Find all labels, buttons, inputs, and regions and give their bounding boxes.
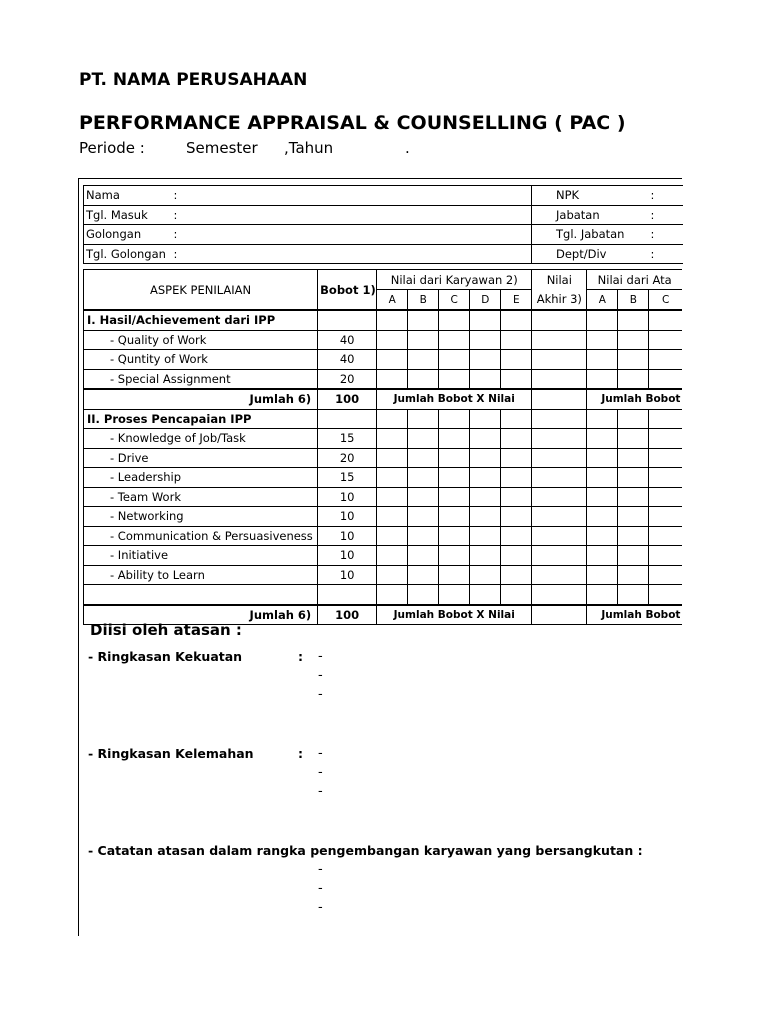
jumlah-formula: Jumlah Bobot X Nilai	[377, 389, 532, 409]
score-cell[interactable]	[501, 487, 532, 507]
final-score-cell[interactable]	[532, 565, 587, 585]
section-title: II. Proses Pencapaian IPP	[84, 409, 318, 429]
score-cell[interactable]	[649, 546, 682, 566]
period-end: .	[405, 139, 410, 157]
employee-info-table	[83, 185, 683, 264]
table-row	[84, 468, 683, 488]
score-cell[interactable]	[587, 526, 618, 546]
info-label: Tgl. Golongan	[84, 244, 172, 264]
score-cell[interactable]	[470, 565, 501, 585]
score-cell[interactable]	[587, 429, 618, 449]
nilai-karyawan-header: Nilai dari Karyawan 2)	[377, 270, 532, 290]
info-label: Nama	[84, 186, 172, 206]
bobot-header: Bobot 1)	[318, 270, 377, 311]
catatan-line-1[interactable]: -	[318, 862, 323, 877]
final-score-cell[interactable]	[532, 487, 587, 507]
score-cell[interactable]	[439, 507, 470, 527]
final-score-cell[interactable]	[532, 350, 587, 370]
info-label: Dept/Div	[532, 244, 626, 264]
score-cell[interactable]	[408, 565, 439, 585]
score-cell[interactable]	[501, 429, 532, 449]
score-cell[interactable]	[377, 330, 408, 350]
score-cell[interactable]	[618, 330, 649, 350]
score-cell[interactable]	[439, 468, 470, 488]
aspect-name: - Initiative	[84, 546, 318, 566]
score-cell[interactable]	[439, 350, 470, 370]
aspect-name: - Communication & Persuasiveness	[84, 526, 318, 546]
score-cell[interactable]	[649, 448, 682, 468]
table-row-empty	[84, 585, 683, 605]
table-row	[84, 487, 683, 507]
info-row	[84, 186, 683, 206]
atasan-heading: Diisi oleh atasan :	[90, 621, 242, 639]
score-cell[interactable]	[649, 330, 682, 350]
score-cell[interactable]	[618, 565, 649, 585]
score-cell[interactable]	[649, 507, 682, 527]
score-cell[interactable]	[439, 526, 470, 546]
grade-atasan-b: B	[618, 290, 649, 311]
score-cell[interactable]	[470, 546, 501, 566]
bobot-value: 10	[318, 565, 377, 585]
score-cell[interactable]	[377, 507, 408, 527]
score-cell[interactable]	[618, 507, 649, 527]
score-cell[interactable]	[587, 487, 618, 507]
score-cell[interactable]	[377, 487, 408, 507]
score-cell[interactable]	[470, 526, 501, 546]
info-field-jabatan[interactable]: :	[626, 205, 683, 225]
score-cell[interactable]	[377, 429, 408, 449]
form-frame-left	[78, 178, 79, 936]
info-field-nama[interactable]: :	[172, 186, 532, 206]
kekuatan-line-2[interactable]: -	[318, 668, 323, 683]
catatan-line-3[interactable]: -	[318, 900, 323, 915]
score-cell[interactable]	[470, 487, 501, 507]
score-cell[interactable]	[587, 565, 618, 585]
score-cell[interactable]	[649, 468, 682, 488]
score-cell[interactable]	[377, 448, 408, 468]
section-row	[84, 409, 683, 429]
score-cell[interactable]	[587, 369, 618, 389]
table-row	[84, 350, 683, 370]
table-header-row	[84, 270, 683, 290]
table-row	[84, 565, 683, 585]
jumlah-total: 100	[318, 605, 377, 625]
score-cell[interactable]	[649, 565, 682, 585]
bobot-value: 40	[318, 330, 377, 350]
kelemahan-line-1[interactable]: -	[318, 746, 323, 761]
score-cell[interactable]	[649, 369, 682, 389]
aspect-name: - Networking	[84, 507, 318, 527]
score-cell[interactable]	[439, 448, 470, 468]
score-cell[interactable]	[439, 330, 470, 350]
score-cell[interactable]	[439, 369, 470, 389]
score-cell[interactable]	[377, 526, 408, 546]
info-label: Tgl. Jabatan	[532, 225, 626, 245]
score-cell[interactable]	[408, 429, 439, 449]
score-cell[interactable]	[501, 546, 532, 566]
table-row	[84, 369, 683, 389]
jumlah-row	[84, 389, 683, 409]
kekuatan-line-3[interactable]: -	[318, 687, 323, 702]
final-total-cell[interactable]	[532, 605, 587, 625]
score-cell[interactable]	[439, 546, 470, 566]
bobot-value: 10	[318, 487, 377, 507]
kekuatan-colon: :	[298, 649, 303, 664]
score-cell[interactable]	[439, 565, 470, 585]
bobot-value: 20	[318, 448, 377, 468]
score-cell[interactable]	[618, 448, 649, 468]
score-cell[interactable]	[587, 507, 618, 527]
jumlah-label: Jumlah 6)	[84, 605, 318, 625]
score-cell[interactable]	[618, 526, 649, 546]
info-row	[84, 244, 683, 264]
info-row	[84, 205, 683, 225]
score-cell[interactable]	[470, 507, 501, 527]
score-cell[interactable]	[649, 429, 682, 449]
score-cell[interactable]	[649, 487, 682, 507]
info-label: Tgl. Masuk	[84, 205, 172, 225]
aspect-name: - Team Work	[84, 487, 318, 507]
table-row	[84, 546, 683, 566]
score-cell[interactable]	[501, 526, 532, 546]
score-cell[interactable]	[408, 468, 439, 488]
score-cell[interactable]	[649, 350, 682, 370]
aspect-name: - Drive	[84, 448, 318, 468]
score-cell[interactable]	[408, 448, 439, 468]
grade-c: C	[439, 290, 470, 311]
jumlah-total: 100	[318, 389, 377, 409]
grade-e: E	[501, 290, 532, 311]
score-cell[interactable]	[377, 468, 408, 488]
table-row	[84, 330, 683, 350]
score-cell[interactable]	[587, 546, 618, 566]
table-row	[84, 448, 683, 468]
score-cell[interactable]	[408, 350, 439, 370]
bobot-value: 20	[318, 369, 377, 389]
bobot-value: 15	[318, 429, 377, 449]
grade-b: B	[408, 290, 439, 311]
form-frame-top	[78, 178, 682, 179]
kelemahan-label: - Ringkasan Kelemahan	[88, 746, 254, 761]
kelemahan-line-3[interactable]: -	[318, 784, 323, 799]
form-title: PERFORMANCE APPRAISAL & COUNSELLING ( PAC )	[79, 112, 626, 134]
period-tahun: ,Tahun	[284, 139, 334, 157]
catatan-line-2[interactable]: -	[318, 881, 323, 896]
score-cell[interactable]	[501, 330, 532, 350]
company-name: PT. NAMA PERUSAHAAN	[79, 70, 308, 90]
score-cell[interactable]	[377, 350, 408, 370]
score-cell[interactable]	[649, 526, 682, 546]
score-cell[interactable]	[470, 448, 501, 468]
info-field-npk[interactable]: :	[626, 186, 683, 206]
final-score-cell[interactable]	[532, 526, 587, 546]
aspect-name: - Ability to Learn	[84, 565, 318, 585]
score-cell[interactable]	[501, 350, 532, 370]
score-cell[interactable]	[618, 487, 649, 507]
score-cell[interactable]	[408, 369, 439, 389]
score-cell[interactable]	[501, 369, 532, 389]
score-cell[interactable]	[501, 565, 532, 585]
final-score-cell[interactable]	[532, 369, 587, 389]
final-total-cell[interactable]	[532, 389, 587, 409]
score-cell[interactable]	[408, 546, 439, 566]
score-cell[interactable]	[470, 468, 501, 488]
nilai-atasan-header: Nilai dari Ata	[587, 270, 682, 290]
grade-a: A	[377, 290, 408, 311]
jumlah-formula: Jumlah Bobot X Nilai	[377, 605, 532, 625]
jumlah-formula-atasan: Jumlah Bobot	[587, 389, 682, 409]
score-cell[interactable]	[439, 487, 470, 507]
bobot-value: 15	[318, 468, 377, 488]
info-label: Jabatan	[532, 205, 626, 225]
score-cell[interactable]	[618, 546, 649, 566]
bobot-value: 40	[318, 350, 377, 370]
jumlah-label: Jumlah 6)	[84, 389, 318, 409]
score-cell[interactable]	[587, 350, 618, 370]
score-cell[interactable]	[501, 507, 532, 527]
score-cell[interactable]	[618, 429, 649, 449]
final-score-cell[interactable]	[532, 468, 587, 488]
period-label: Periode :	[79, 139, 145, 157]
bobot-value: 10	[318, 526, 377, 546]
jumlah-formula-atasan: Jumlah Bobot	[587, 605, 682, 625]
aspek-header: ASPEK PENILAIAN	[84, 270, 318, 311]
aspect-name: - Quntity of Work	[84, 350, 318, 370]
score-cell[interactable]	[439, 429, 470, 449]
score-cell[interactable]	[618, 369, 649, 389]
score-cell[interactable]	[470, 350, 501, 370]
info-field-tgl-jabatan[interactable]: :	[626, 225, 683, 245]
score-cell[interactable]	[587, 330, 618, 350]
score-cell[interactable]	[618, 350, 649, 370]
score-cell[interactable]	[470, 330, 501, 350]
kekuatan-label: - Ringkasan Kekuatan	[88, 649, 243, 664]
kekuatan-line-1[interactable]: -	[318, 649, 323, 664]
score-cell[interactable]	[501, 468, 532, 488]
score-cell[interactable]	[377, 369, 408, 389]
score-cell[interactable]	[377, 546, 408, 566]
grade-atasan-a: A	[587, 290, 618, 311]
score-cell[interactable]	[618, 468, 649, 488]
aspect-name: - Knowledge of Job/Task	[84, 429, 318, 449]
period-semester: Semester	[186, 139, 258, 157]
final-score-cell[interactable]	[532, 507, 587, 527]
score-cell[interactable]	[501, 448, 532, 468]
akhir-header: Akhir 3)	[532, 290, 587, 311]
score-cell[interactable]	[408, 507, 439, 527]
table-row	[84, 429, 683, 449]
info-field-dept-div[interactable]: :	[626, 244, 683, 264]
section-row	[84, 310, 683, 330]
aspect-name: - Leadership	[84, 468, 318, 488]
score-cell[interactable]	[470, 429, 501, 449]
kelemahan-line-2[interactable]: -	[318, 765, 323, 780]
grade-atasan-c: C	[649, 290, 682, 311]
final-score-cell[interactable]	[532, 429, 587, 449]
info-label: NPK	[532, 186, 626, 206]
info-row	[84, 225, 683, 245]
score-cell[interactable]	[587, 468, 618, 488]
bobot-value: 10	[318, 546, 377, 566]
section-title: I. Hasil/Achievement dari IPP	[84, 310, 318, 330]
final-score-cell[interactable]	[532, 330, 587, 350]
grade-d: D	[470, 290, 501, 311]
catatan-label: - Catatan atasan dalam rangka pengembangan karyawan yang bersangkutan :	[88, 843, 643, 858]
score-cell[interactable]	[587, 448, 618, 468]
info-label: Golongan	[84, 225, 172, 245]
info-field-tgl-masuk[interactable]: :	[172, 205, 532, 225]
aspect-name: - Special Assignment	[84, 369, 318, 389]
score-cell[interactable]	[377, 565, 408, 585]
final-score-cell[interactable]	[532, 448, 587, 468]
appraisal-table	[83, 269, 682, 625]
table-row	[84, 526, 683, 546]
score-cell[interactable]	[408, 487, 439, 507]
nilai-header: Nilai	[532, 270, 587, 290]
final-score-cell[interactable]	[532, 546, 587, 566]
bobot-value: 10	[318, 507, 377, 527]
info-field-golongan[interactable]: :	[172, 225, 532, 245]
score-cell[interactable]	[408, 526, 439, 546]
score-cell[interactable]	[408, 330, 439, 350]
aspect-name: - Quality of Work	[84, 330, 318, 350]
info-field-tgl-golongan[interactable]: :	[172, 244, 532, 264]
kelemahan-colon: :	[298, 746, 303, 761]
score-cell[interactable]	[470, 369, 501, 389]
table-row	[84, 507, 683, 527]
